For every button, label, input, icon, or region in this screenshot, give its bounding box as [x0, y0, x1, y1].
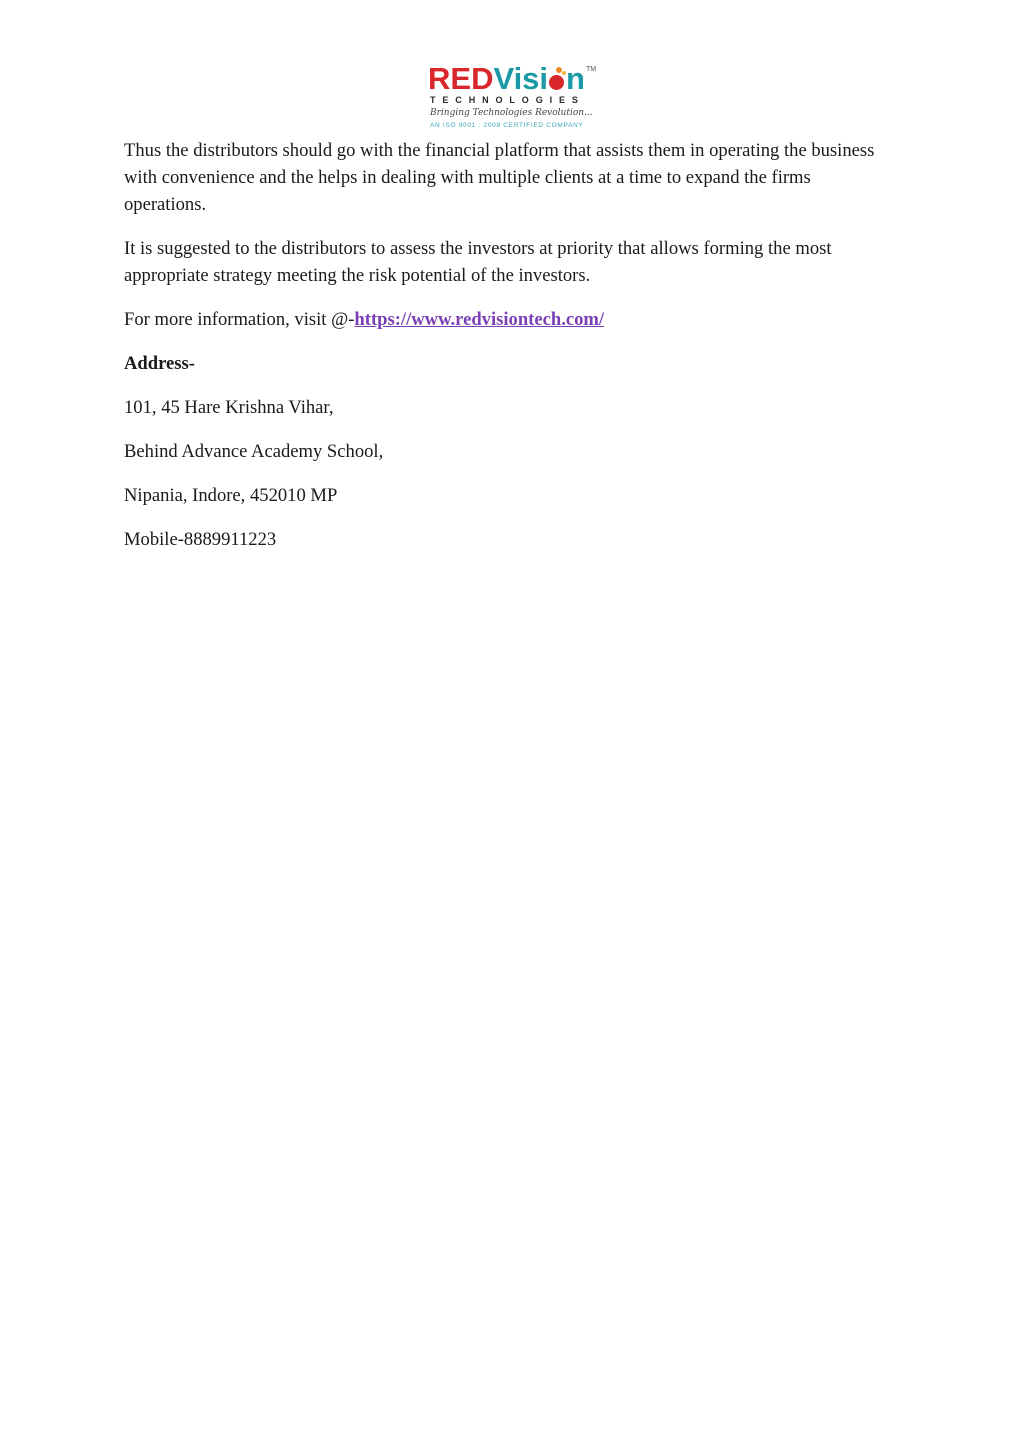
logo-wordmark [428, 62, 585, 96]
company-logo [428, 62, 603, 134]
document-body [124, 137, 894, 570]
paragraph-assess-investors: It is suggested to the distributors to assess the investors at priority that allows forming the most appropriate strategy meeting the risk potential of the investors. [124, 238, 832, 286]
logo-technologies-text: TECHNOLOGIES [430, 95, 585, 105]
website-link[interactable]: https://www.redvisiontech.com/ [354, 309, 605, 330]
logo-red-text: RED [428, 61, 494, 96]
trademark-mark: TM [586, 66, 597, 73]
logo-tagline: Bringing Technologies Revolution... [430, 108, 593, 118]
address-heading: Address- [124, 353, 195, 374]
address-line-1: 101, 45 Hare Krishna Vihar, [124, 397, 334, 418]
address-line-3: Nipania, Indore, 452010 MP [124, 485, 338, 506]
logo-vision-text: Visi [493, 61, 549, 96]
more-info-line [124, 306, 894, 333]
logo-vision-end: n [566, 61, 585, 96]
paragraph-distributors-platform: Thus the distributors should go with the financial platform that assists them in operating the business with convenience and the helps in dealing with multiple clients at a time to expand the firms operations. [124, 140, 875, 215]
more-info-prefix: For more information, visit @- [124, 309, 355, 330]
mobile-number: Mobile-8889911223 [124, 529, 277, 550]
logo-o-dots-icon [548, 69, 566, 91]
logo-iso-certification: AN ISO 9001 : 2008 CERTIFIED COMPANY [430, 122, 584, 129]
address-line-2: Behind Advance Academy School, [124, 441, 384, 462]
